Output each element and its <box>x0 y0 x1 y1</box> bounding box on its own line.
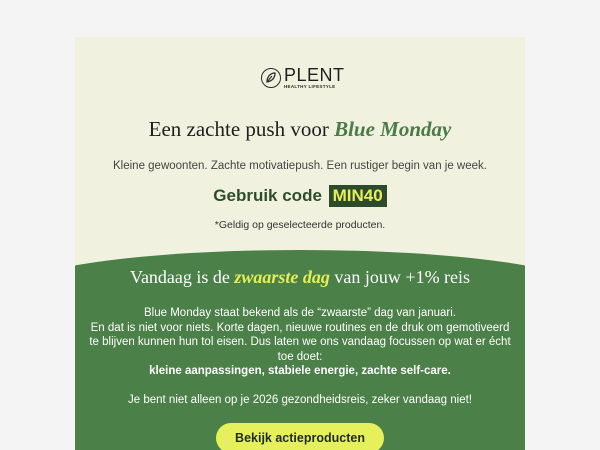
promo-label: Gebruik code <box>213 186 322 205</box>
section-paragraph-2: En dat is niet voor niets. Korte dagen, nieuwe routines en de druk om gemotiveerd te blijven kunnen hun tol eisen. Dus laten we ons vandaag focussen op wat er écht toe doet: <box>89 321 511 363</box>
brand-tagline: HEALTHY LIFESTYLE <box>284 84 336 89</box>
section-closing: Je bent niet alleen op je 2026 gezondheidsreis, zeker vandaag niet! <box>128 394 472 406</box>
headline-accent: Blue Monday <box>334 117 452 141</box>
section-title <box>75 267 525 288</box>
leaf-icon <box>261 68 281 88</box>
view-promo-products-button[interactable]: Bekijk actieproducten <box>216 423 384 450</box>
email-card <box>75 37 525 450</box>
headline <box>75 117 525 142</box>
section-body <box>85 306 515 379</box>
section-title-prefix: Vandaag is de <box>129 267 230 287</box>
section-emphasis: kleine aanpassingen, stabiele energie, zachte self-care. <box>149 365 451 377</box>
section-paragraph-1: Blue Monday staat bekend als de “zwaarste” dag van januari. <box>144 307 456 319</box>
promo-code-line <box>75 185 525 207</box>
section-title-highlight: zwaarste dag <box>234 267 330 287</box>
headline-prefix: Een zachte push voor <box>148 117 329 141</box>
section-title-suffix: van jouw +1% reis <box>334 267 471 287</box>
promo-code: MIN40 <box>329 185 387 207</box>
subheadline: Kleine gewoonten. Zachte motivatiepush. Een rustiger begin van je week. <box>113 160 487 172</box>
brand-logo[interactable] <box>261 66 345 90</box>
brand-name: PLENT <box>284 65 345 85</box>
disclaimer: *Geldig op geselecteerde producten. <box>214 219 386 231</box>
